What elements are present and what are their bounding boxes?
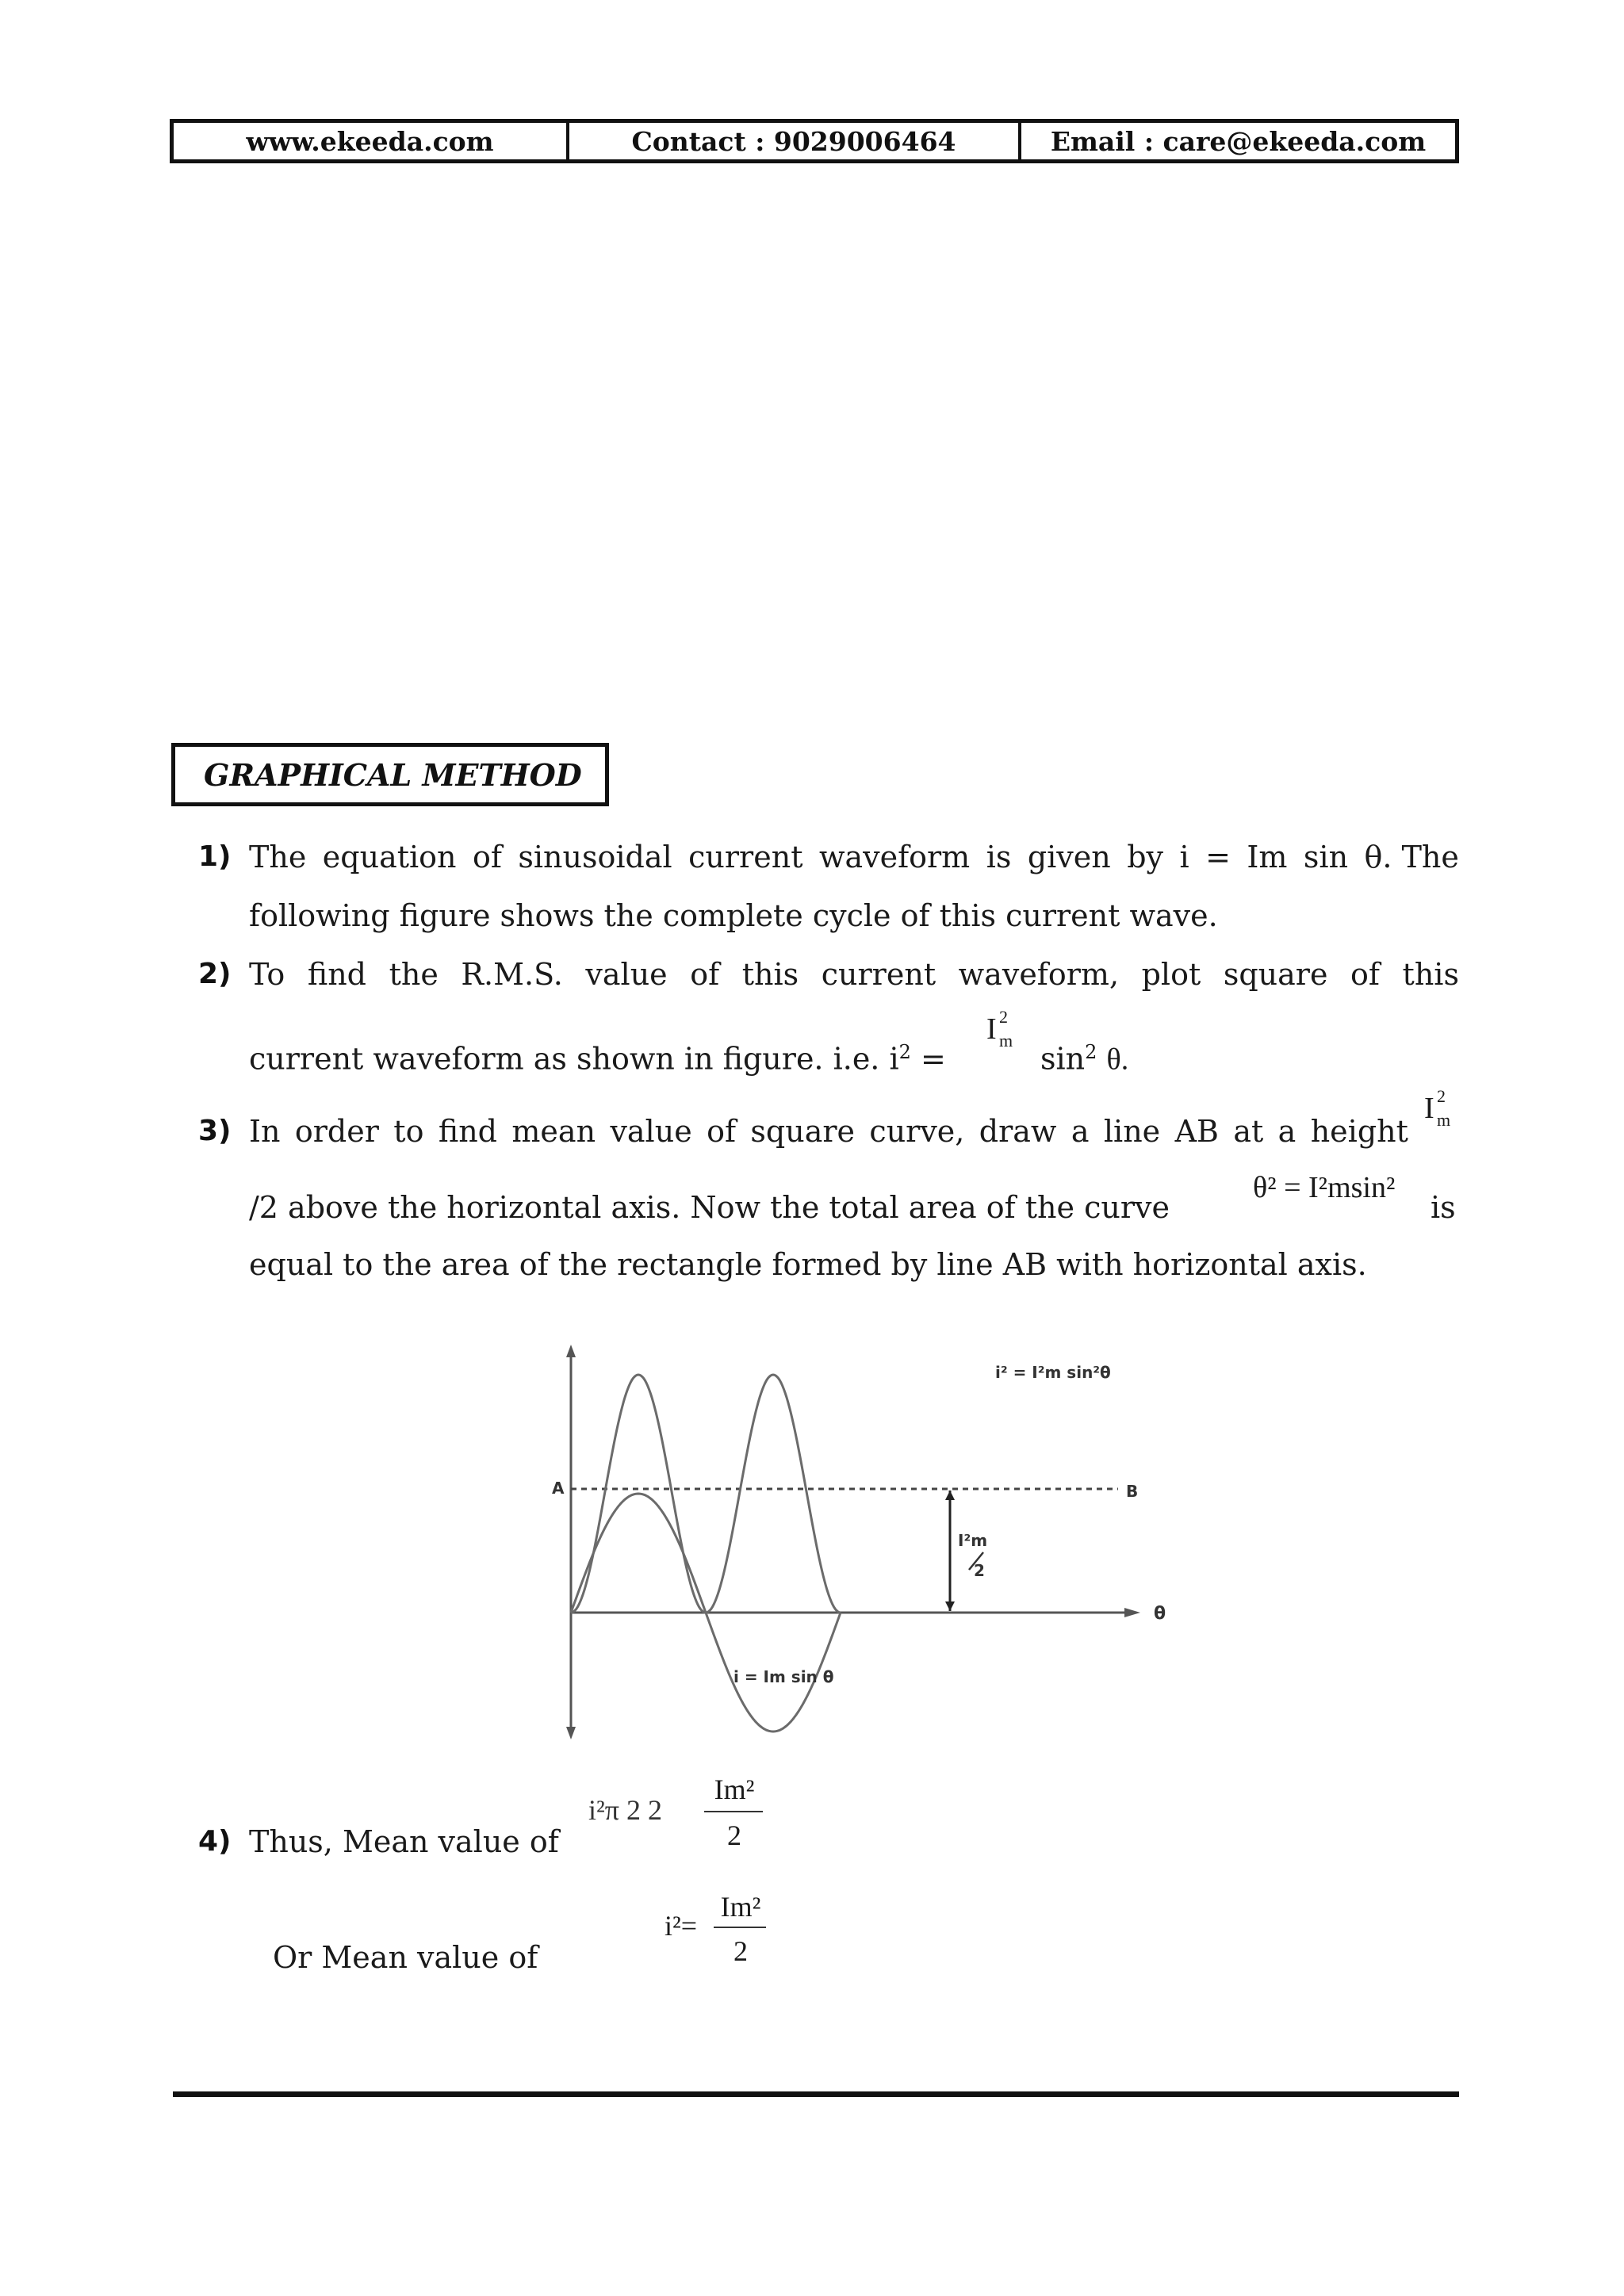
- word: square: [1223, 957, 1328, 992]
- word: θ. The: [1364, 840, 1459, 874]
- eq2-fraction-bar: [714, 1927, 766, 1928]
- word: plot: [1141, 957, 1201, 992]
- word: this: [741, 957, 799, 992]
- fraction-bar: [704, 1811, 763, 1812]
- point-number-2: 2): [198, 958, 232, 990]
- label-sine-equation: i = Im sin θ: [733, 1667, 834, 1686]
- im-base: I: [986, 1012, 997, 1046]
- height-bottom-arrow: [945, 1601, 955, 1611]
- word: is: [986, 840, 1012, 874]
- eq2-lhs: i²=: [665, 1910, 698, 1942]
- point-4-line-2: Or Mean value of: [273, 1940, 538, 1975]
- word: sinusoidal: [518, 840, 672, 874]
- im-sub: m: [1437, 1110, 1451, 1130]
- word: height: [1310, 1114, 1408, 1149]
- website-link[interactable]: www.ekeeda.com: [174, 123, 569, 159]
- point-number-4: 4): [198, 1825, 232, 1858]
- point-3-line-1: [249, 1113, 1408, 1150]
- word: order: [294, 1114, 379, 1149]
- section-heading: GRAPHICAL METHOD: [171, 743, 609, 806]
- word: sin: [1303, 840, 1349, 874]
- point-2-line-2: [249, 1034, 946, 1077]
- word: =: [1205, 840, 1231, 874]
- contact-number: Contact : 9029006464: [569, 123, 1021, 159]
- eq2-numerator: Im²: [720, 1891, 761, 1923]
- horizontal-axis-arrow: [1124, 1608, 1140, 1617]
- word: value: [585, 957, 668, 992]
- word: the: [389, 957, 439, 992]
- label-theta: θ: [1154, 1604, 1166, 1624]
- word: find: [438, 1114, 497, 1149]
- point-3-line-3: equal to the area of the rectangle formed by line AB with horizontal axis.: [249, 1247, 1367, 1282]
- word: current: [821, 957, 936, 992]
- word: i: [1179, 840, 1189, 874]
- superscript: 2: [898, 1041, 911, 1063]
- word: equation: [322, 840, 457, 874]
- word: In: [249, 1114, 281, 1149]
- fraction-numerator: Im²: [714, 1774, 755, 1805]
- word: waveform,: [958, 957, 1120, 992]
- im-sub: m: [999, 1031, 1013, 1050]
- footer-rule: [173, 2091, 1459, 2097]
- im-squared-symbol: [1424, 1086, 1451, 1130]
- word: line: [1103, 1114, 1161, 1149]
- im-sup: 2: [999, 1007, 1008, 1027]
- point-3-line-2: /2 above the horizontal axis. Now the total area of the curve: [249, 1190, 1170, 1225]
- overlapping-expression: i²π 2 2: [588, 1794, 662, 1826]
- word: mean: [511, 1114, 596, 1149]
- word: of: [690, 957, 720, 992]
- sin-sup: 2: [1085, 1041, 1097, 1063]
- fraction-denominator: 2: [727, 1820, 741, 1851]
- height-top-arrow: [945, 1490, 955, 1500]
- label-b: B: [1126, 1482, 1139, 1501]
- word: a: [1071, 1114, 1090, 1149]
- word: this: [1402, 957, 1459, 992]
- word: value: [610, 1114, 692, 1149]
- label-height-numerator: I²m: [958, 1531, 988, 1550]
- curve-equation: θ² = I²msin²: [1253, 1171, 1396, 1204]
- word: To: [249, 957, 285, 992]
- word: curve,: [869, 1114, 965, 1149]
- word: The: [249, 840, 307, 874]
- header-bar: [170, 119, 1459, 163]
- point-2-line-1: [249, 956, 1459, 993]
- word: square: [750, 1114, 856, 1149]
- vertical-axis-bottom-arrow: [566, 1727, 576, 1739]
- word: current: [688, 840, 803, 874]
- word: of: [1350, 957, 1380, 992]
- email-address[interactable]: Email : care@ekeeda.com: [1050, 125, 1427, 157]
- word: R.M.S.: [461, 957, 563, 992]
- word: given: [1027, 840, 1111, 874]
- point-1-line-2: following figure shows the complete cycle of this current wave.: [249, 898, 1218, 933]
- point-number-1: 1): [198, 840, 232, 873]
- im-sup: 2: [1437, 1086, 1446, 1106]
- label-a: A: [552, 1479, 565, 1498]
- point-1-line-1: [249, 839, 1459, 875]
- word: a: [1277, 1114, 1297, 1149]
- theta: θ.: [1106, 1043, 1129, 1077]
- point-4-line-1: Thus, Mean value of: [249, 1824, 559, 1859]
- eq2-denominator: 2: [733, 1935, 748, 1967]
- point-number-3: 3): [198, 1115, 232, 1147]
- word-is: is: [1431, 1190, 1456, 1225]
- word: draw: [979, 1114, 1057, 1149]
- square-curve: [571, 1375, 841, 1613]
- word: waveform: [818, 840, 971, 874]
- word: AB: [1174, 1114, 1219, 1149]
- sin-text: sin: [1040, 1041, 1086, 1077]
- word: Im: [1247, 840, 1288, 874]
- im-squared-symbol: [986, 1007, 1013, 1050]
- waveform-figure: [547, 1340, 1182, 1752]
- word: at: [1233, 1114, 1264, 1149]
- equals-sign: =: [910, 1041, 946, 1077]
- word: of: [472, 840, 502, 874]
- sin-squared-theta: [1040, 1034, 1128, 1078]
- im-base: I: [1424, 1092, 1434, 1125]
- vertical-axis-top-arrow: [566, 1345, 576, 1357]
- word: find: [307, 957, 367, 992]
- line-text: current waveform as shown in figure. i.e. i: [249, 1041, 899, 1077]
- label-height-denominator: 2: [974, 1561, 985, 1580]
- word: of: [707, 1114, 737, 1149]
- label-square-equation: i² = I²m sin²θ: [995, 1363, 1111, 1382]
- word: by: [1127, 840, 1163, 874]
- word: to: [393, 1114, 424, 1149]
